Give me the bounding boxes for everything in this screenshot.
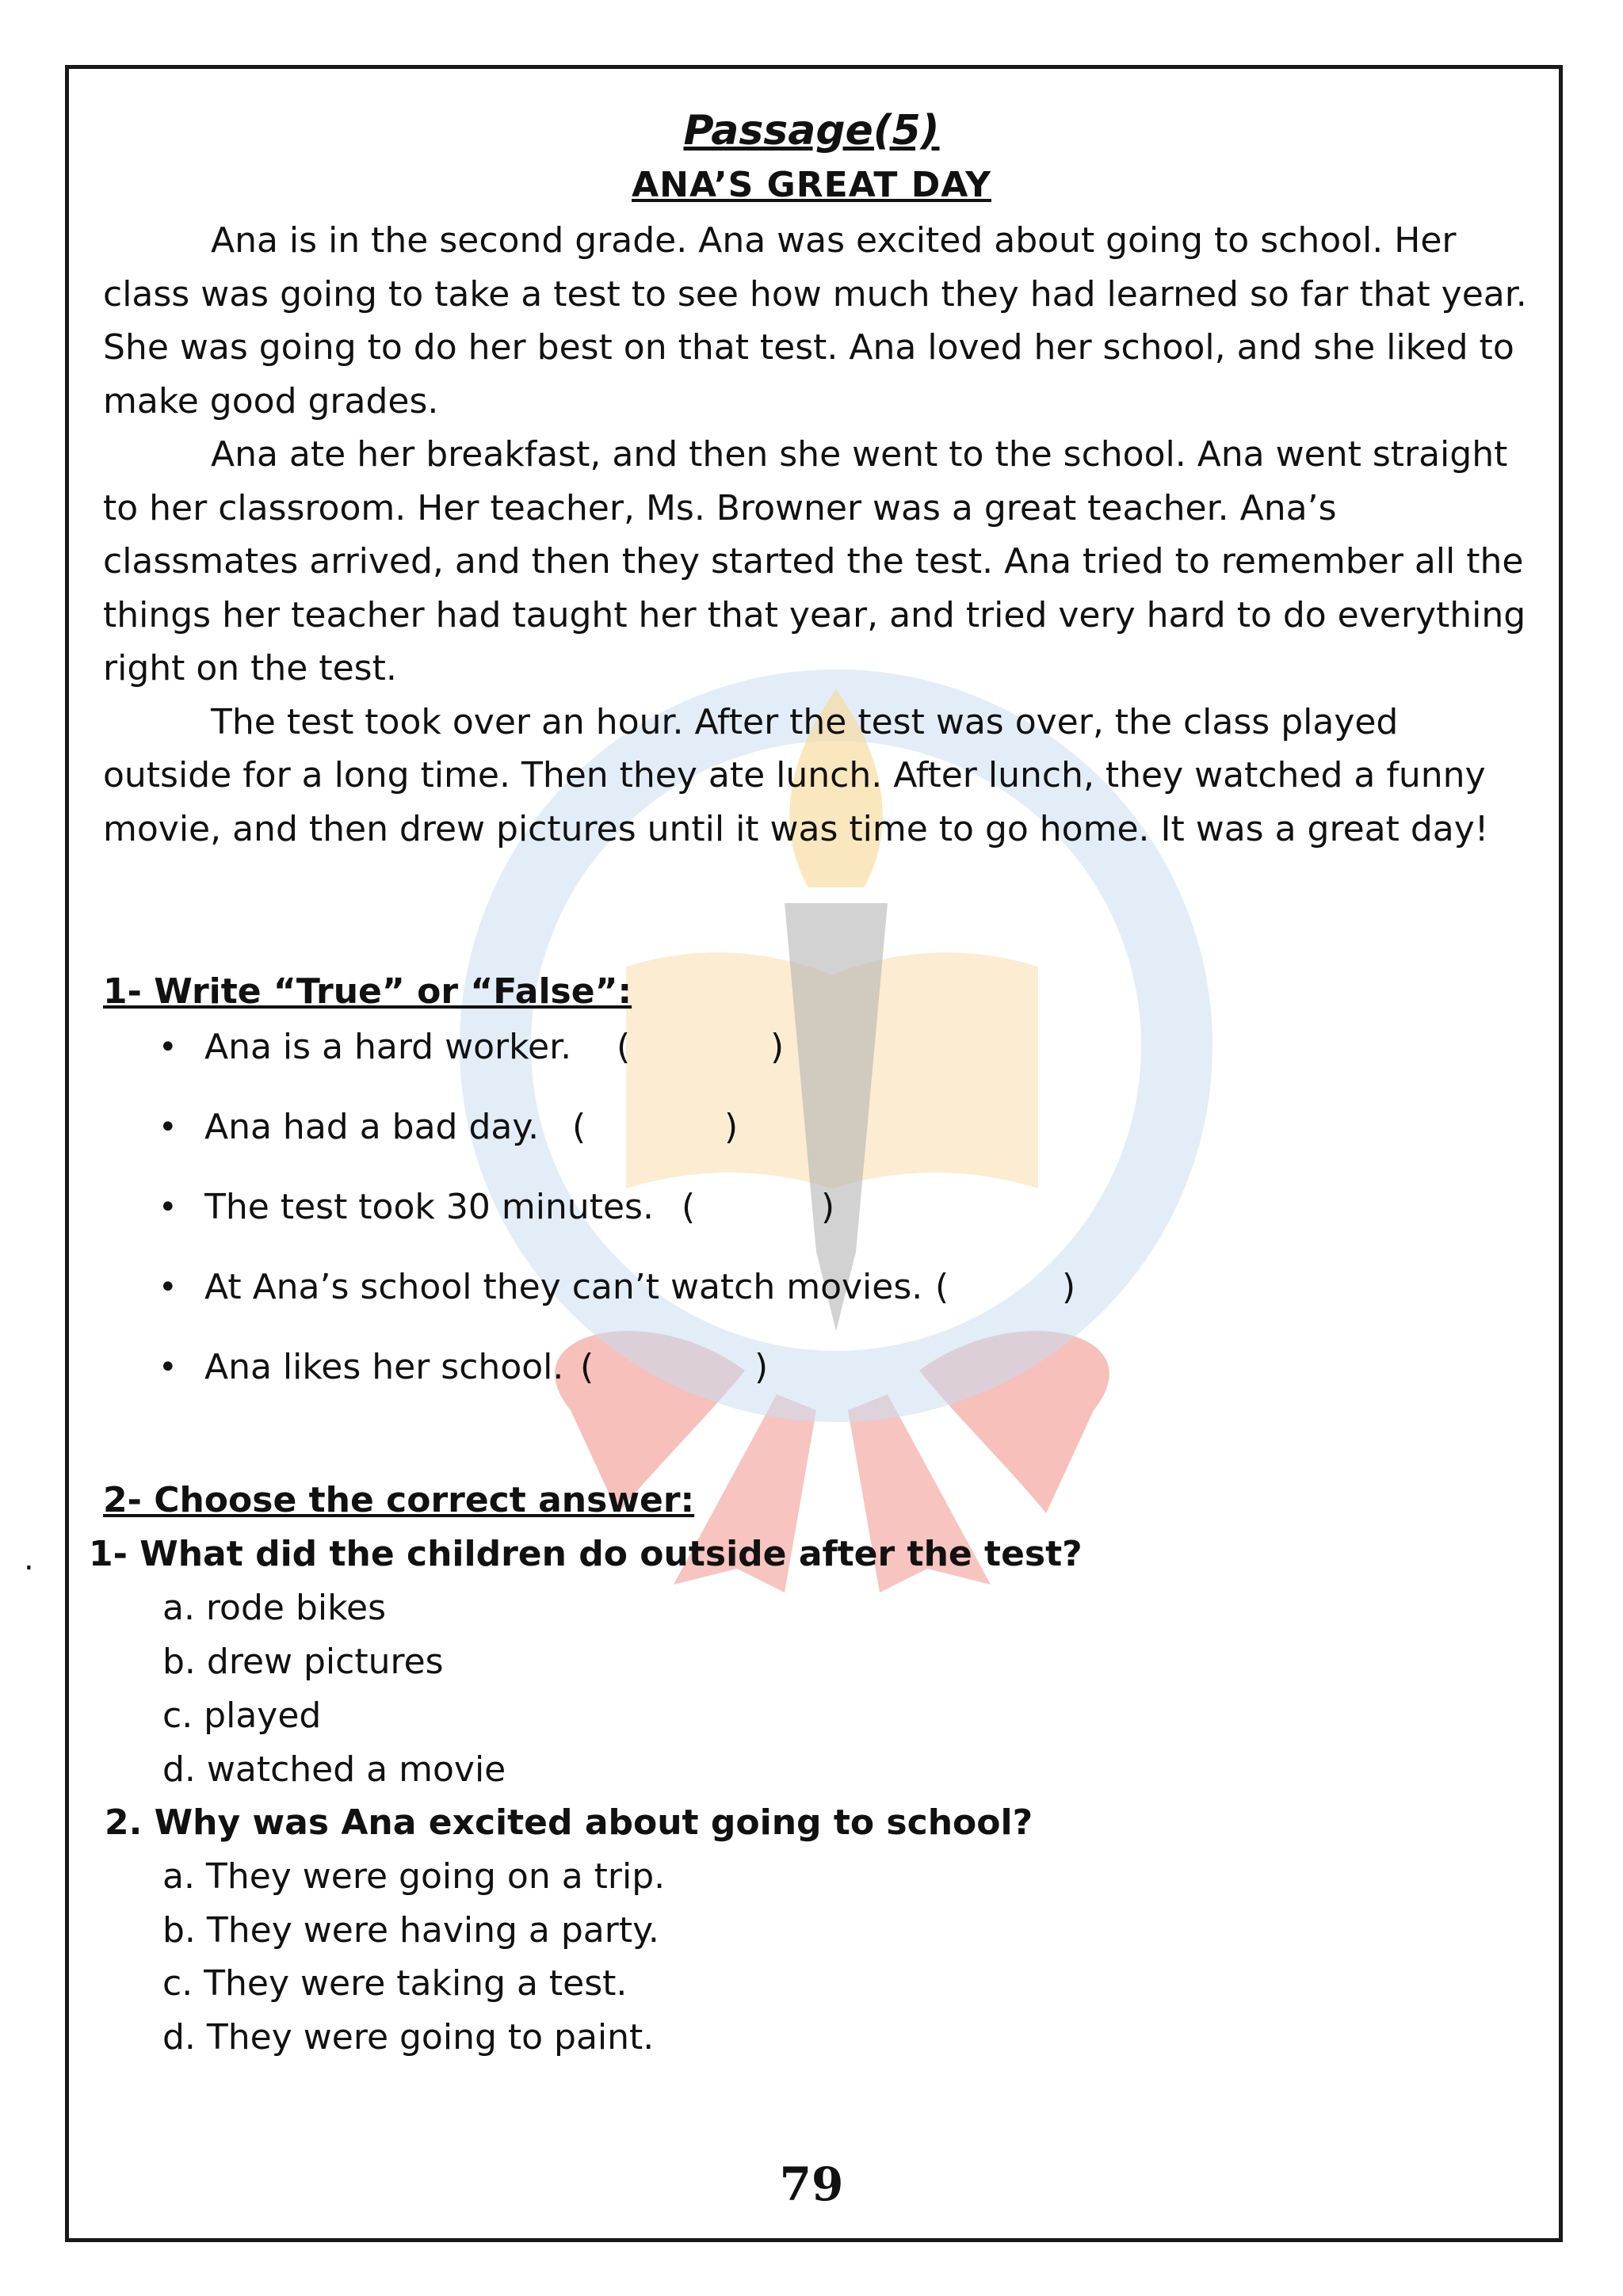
- answer-paren-close: ): [754, 1347, 769, 1387]
- bullet-icon: •: [158, 1029, 178, 1066]
- answer-paren-close: ): [821, 1187, 835, 1227]
- answer-option: a. They were going on a trip.: [162, 1856, 666, 1897]
- passage-title: ANA’S GREAT DAY: [632, 165, 991, 205]
- passage-paragraph: Ana is in the second grade. Ana was excited about going to school. Her class was going to take a test to see how much they had learned so far that year. She was going to do her best on that test. Ana loved her school, and she liked to make good grades.: [103, 220, 1527, 421]
- answer-option: a. rode bikes: [162, 1588, 387, 1628]
- page-title: Passage(5): [683, 107, 940, 154]
- question-text: 2. Why was Ana excited about going to school?: [105, 1802, 1033, 1843]
- answer-paren-close: ): [1062, 1267, 1076, 1307]
- statement-text: Ana had a bad day.: [204, 1107, 540, 1147]
- question-text: 1- What did the children do outside after the test?: [89, 1534, 1083, 1574]
- answer-paren-open: (: [935, 1267, 949, 1307]
- page-number: 79: [779, 2157, 844, 2211]
- answer-paren-open: (: [682, 1187, 696, 1227]
- statement-text: Ana is a hard worker.: [204, 1027, 572, 1067]
- reading-passage: [103, 214, 1529, 856]
- answer-paren-open: (: [572, 1107, 586, 1147]
- passage-paragraph: The test took over an hour. After the test was over, the class played outside for a long time. Then they ate lunch. After lunch, they watched a funny movie, and then drew pictures until it was time to go home. It was a great day!: [103, 701, 1489, 849]
- answer-option: b. drew pictures: [162, 1642, 444, 1682]
- answer-option: d. watched a movie: [162, 1749, 506, 1790]
- answer-paren-open: (: [617, 1027, 631, 1067]
- answer-paren-close: ): [724, 1107, 739, 1147]
- bullet-icon: •: [158, 1349, 178, 1386]
- statement-text: Ana likes her school.: [204, 1347, 564, 1387]
- answer-option: d. They were going to paint.: [162, 2017, 655, 2058]
- choose-heading: 2- Choose the correct answer:: [103, 1480, 695, 1520]
- true-false-heading: 1- Write “True” or “False”:: [103, 971, 632, 1012]
- statement-text: The test took 30 minutes.: [204, 1187, 654, 1227]
- stray-mark: .: [24, 1541, 34, 1577]
- answer-option: c. played: [162, 1695, 322, 1736]
- answer-paren-close: ): [770, 1027, 785, 1067]
- answer-option: c. They were taking a test.: [162, 1963, 628, 2004]
- passage-paragraph: Ana ate her breakfast, and then she went to the school. Ana went straight to her classroom. Her teacher, Ms. Browner was a great teacher. Ana’s classmates arrived, and then they started the test. Ana tried to remember all the things her teacher had taught her that year, and tried very hard to do everything right on the test.: [103, 434, 1526, 688]
- bullet-icon: •: [158, 1189, 178, 1226]
- bullet-icon: •: [158, 1109, 178, 1146]
- answer-paren-open: (: [580, 1347, 594, 1387]
- statement-text: At Ana’s school they can’t watch movies.: [204, 1267, 923, 1307]
- answer-option: b. They were having a party.: [162, 1910, 659, 1951]
- bullet-icon: •: [158, 1269, 178, 1306]
